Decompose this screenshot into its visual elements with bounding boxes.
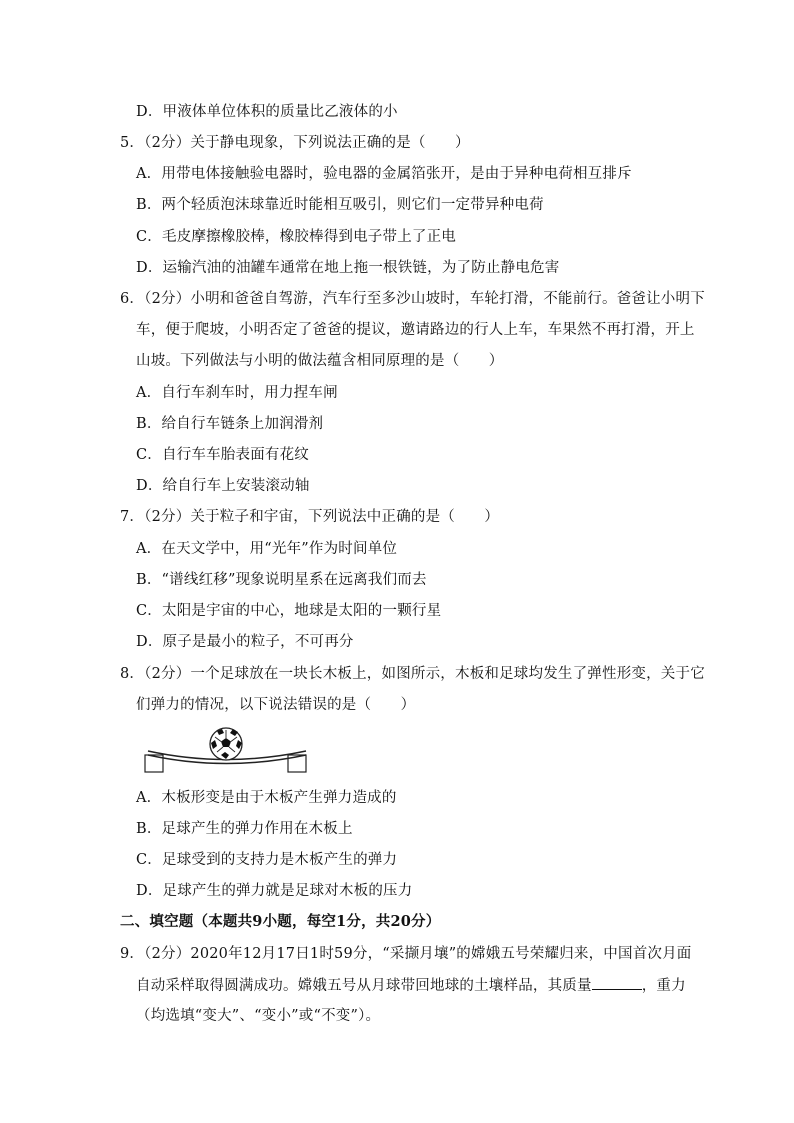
q9-line-2-text-a: 自动采样取得圆满成功。嫦娥五号从月球带回地球的土壤样品，其质量 (136, 978, 592, 994)
football-on-plank-figure (140, 722, 312, 776)
q6-option-b: B．给自行车链条上加润滑剂 (136, 416, 324, 432)
q5-option-a: A．用带电体接触验电器时，验电器的金属箔张开，是由于异种电荷相互排斥 (136, 166, 632, 182)
q9-line-2 (136, 975, 686, 996)
q6-option-d: D．给自行车上安装滚动轴 (136, 478, 310, 494)
q7-option-d: D．原子是最小的粒子，不可再分 (136, 634, 354, 650)
q8-option-a: A．木板形变是由于木板产生弹力造成的 (136, 790, 397, 806)
q6-stem-line-1: 6．（2分）小明和爸爸自驾游，汽车行至多沙山坡时，车轮打滑，不能前行。爸爸让小明下 (120, 291, 705, 307)
section-heading-fill-in: 二、填空题（本题共9小题，每空1分，共20分） (120, 913, 441, 930)
q6-stem-line-2: 车，便于爬坡，小明否定了爸爸的提议，邀请路边的行人上车，车果然不再打滑，开上 (136, 322, 695, 338)
q5-option-b: B．两个轻质泡沫球靠近时能相互吸引，则它们一定带异种电荷 (136, 197, 544, 213)
q7-stem: 7．（2分）关于粒子和宇宙，下列说法中正确的是（ ） (120, 509, 500, 525)
q7-option-a: A．在天文学中，用“光年”作为时间单位 (136, 541, 398, 557)
q8-option-d: D．足球产生的弹力就是足球对木板的压力 (136, 883, 413, 899)
q5-option-d: D．运输汽油的油罐车通常在地上拖一根铁链，为了防止静电危害 (136, 260, 560, 276)
q4-option-d: D．甲液体单位体积的质量比乙液体的小 (136, 104, 398, 120)
q5-option-c: C．毛皮摩擦橡胶棒，橡胶棒得到电子带上了正电 (136, 229, 456, 245)
q6-option-c: C．自行车车胎表面有花纹 (136, 447, 309, 463)
q7-option-c: C．太阳是宇宙的中心，地球是太阳的一颗行星 (136, 603, 442, 619)
q9-line-2-text-b: ，重力 (641, 978, 686, 994)
q6-stem-line-3: 山坡。下列做法与小明的做法蕴含相同原理的是（ ） (136, 353, 504, 369)
q8-option-b: B．足球产生的弹力作用在木板上 (136, 821, 353, 837)
q9-mass-blank[interactable] (592, 975, 642, 990)
q8-stem-line-1: 8．（2分）一个足球放在一块长木板上，如图所示，木板和足球均发生了弹性形变，关于它 (120, 666, 705, 682)
q9-line-3: （均选填“变大”、“变小”或“不变”）。 (136, 1008, 381, 1024)
q8-stem-line-2: 们弹力的情况，以下说法错误的是（ ） (136, 697, 416, 713)
q7-option-b: B．“谱线红移”现象说明星系在远离我们而去 (136, 572, 427, 588)
q8-option-c: C．足球受到的支持力是木板产生的弹力 (136, 852, 398, 868)
q6-option-a: A．自行车刹车时，用力捏车闸 (136, 385, 338, 401)
football-icon (210, 728, 242, 760)
q9-line-1: 9．（2分）2020年12月17日1时59分，“采撷月壤”的嫦娥五号荣耀归来，中国首次月面 (120, 946, 692, 962)
q5-stem: 5．（2分）关于静电现象，下列说法正确的是（ ） (120, 135, 470, 151)
